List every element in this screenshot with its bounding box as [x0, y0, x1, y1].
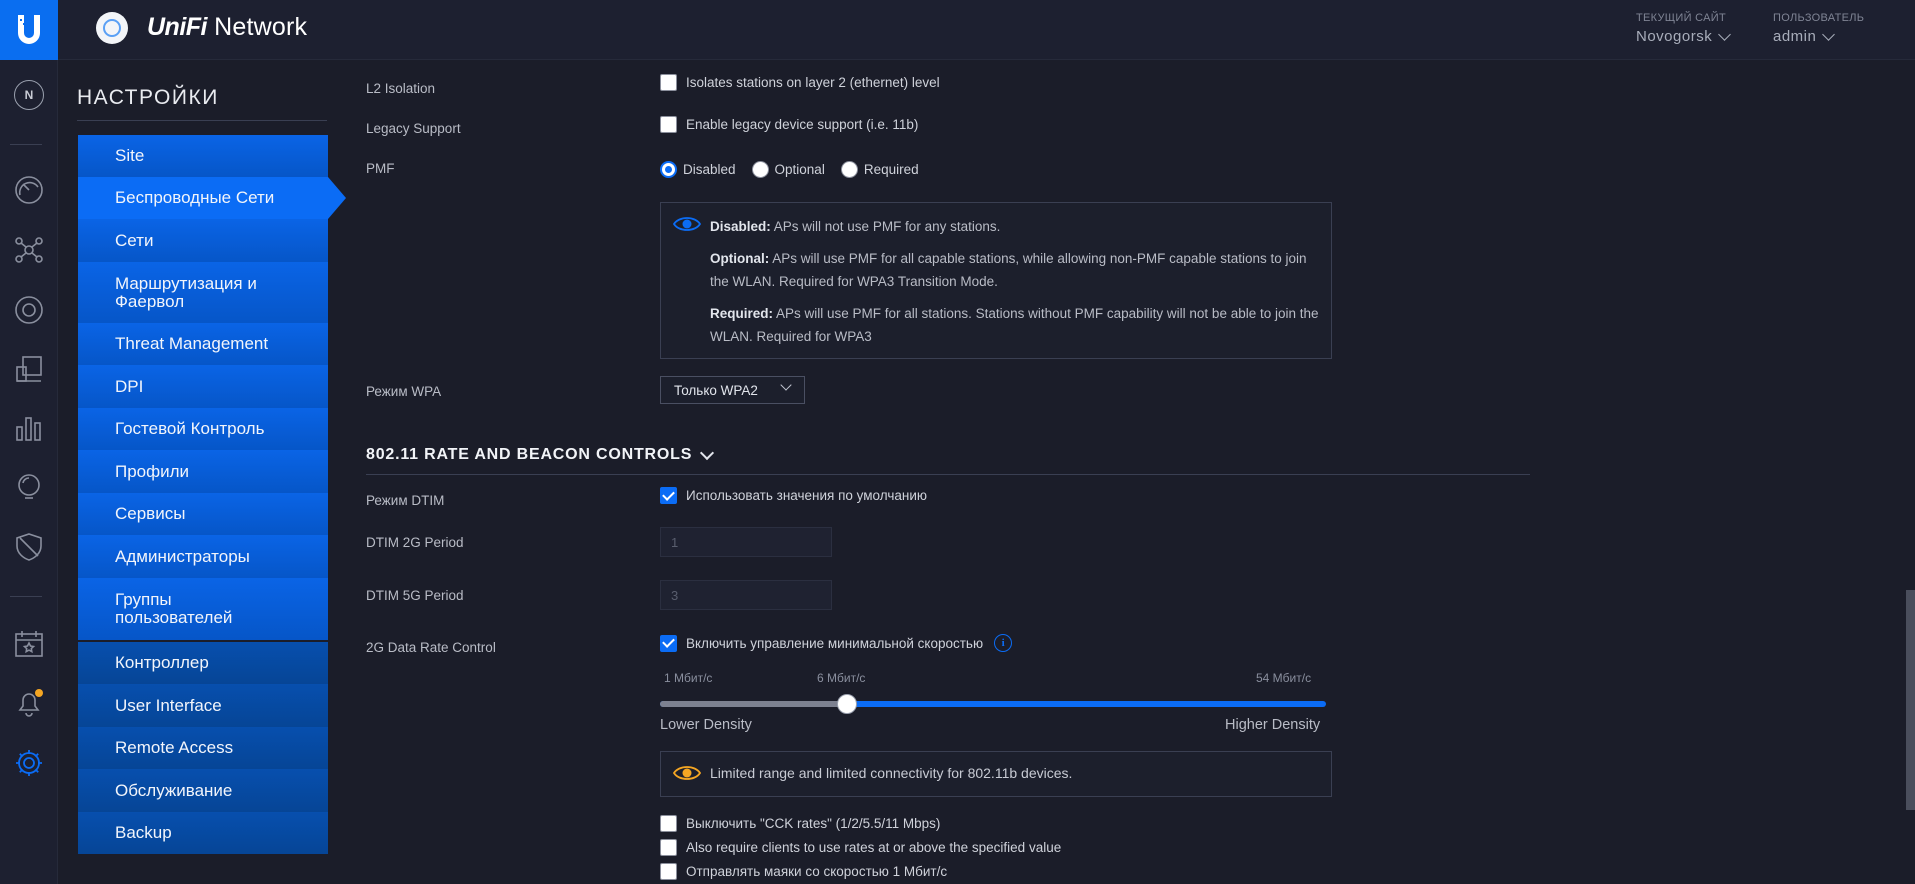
site-selector[interactable] [1636, 12, 1729, 45]
icon-rail [0, 60, 58, 884]
legacy-support-checkbox[interactable] [660, 116, 677, 133]
user-menu[interactable] [1773, 12, 1864, 45]
top-bar [0, 0, 1915, 60]
cck-control [660, 815, 940, 832]
pmf-required-label[interactable]: Required [863, 162, 919, 177]
l2-isolation-label: L2 Isolation [366, 81, 436, 96]
unifi-app-logo [96, 12, 128, 44]
wpa-mode-value: Только WPA2 [674, 382, 758, 398]
user-value: admin [1773, 28, 1817, 45]
nav-item-site[interactable]: Site [78, 135, 328, 177]
require-rates-control [660, 839, 1061, 856]
wpa-mode-select[interactable] [660, 376, 805, 404]
nav-item-services[interactable]: Сервисы [78, 493, 328, 535]
beacon-1mbps-control [660, 863, 947, 880]
l2-isolation-text: Isolates stations on layer 2 (ethernet) level [686, 75, 940, 90]
dtim-default-checkbox[interactable] [660, 487, 677, 504]
dtim-mode-control [660, 487, 927, 504]
rate-control-label: 2G Data Rate Control [366, 640, 496, 655]
app-title: UniFi Network [147, 13, 308, 41]
rate-control-checkbox[interactable] [660, 635, 677, 652]
dtim-5g-input[interactable]: 3 [660, 580, 832, 610]
pmf-optional-label[interactable]: Optional [774, 162, 825, 177]
alerts-icon[interactable] [10, 684, 48, 722]
nav-item-user-groups[interactable]: Группы пользователей [78, 578, 328, 640]
nav-item-wireless-networks[interactable]: Беспроводные Сети [78, 177, 328, 219]
dtim-2g-input[interactable]: 1 [660, 527, 832, 557]
insights-icon[interactable] [10, 468, 48, 506]
dtim-mode-label: Режим DTIM [366, 493, 445, 508]
rate-warning-text: Limited range and limited connectivity for 802.11b devices. [710, 765, 1073, 781]
nav-item-maintenance[interactable]: Обслуживание [78, 769, 328, 812]
cck-checkbox[interactable] [660, 815, 677, 832]
nav-item-admins[interactable]: Администраторы [78, 535, 328, 578]
pmf-disabled-label[interactable]: Disabled [683, 162, 736, 177]
nav-item-dpi[interactable]: DPI [78, 365, 328, 408]
require-rates-checkbox[interactable] [660, 839, 677, 856]
site-label: ТЕКУЩИЙ САЙТ [1636, 12, 1727, 24]
section-divider [366, 474, 1530, 475]
require-rates-text: Also require clients to use rates at or above the specified value [686, 840, 1062, 855]
pmf-info-disabled: Disabled: APs will not use PMF for any stations. [710, 219, 1001, 234]
nav-item-backup[interactable]: Backup [78, 812, 328, 854]
site-value: Novogorsk [1636, 28, 1713, 45]
settings-content [366, 60, 1536, 884]
settings-nav [78, 135, 328, 854]
pmf-radio-group [660, 161, 929, 178]
ubiquiti-u-icon [14, 13, 44, 47]
info-icon[interactable]: i [994, 634, 1012, 652]
rate-max-label: 54 Мбит/с [1256, 671, 1312, 685]
ubiquiti-logo[interactable] [0, 0, 58, 60]
statistics-icon[interactable] [10, 409, 48, 447]
chevron-down-icon [1822, 28, 1835, 41]
pmf-info-required: Required: APs will use PMF for all stations. Stations without PMF capability will not be able to join the WLAN. Required for WPA3 [710, 306, 1319, 344]
devices-icon[interactable] [10, 291, 48, 329]
legacy-support-control [660, 116, 918, 133]
nav-item-remote-access[interactable]: Remote Access [78, 727, 328, 769]
rate-slider-fill [660, 701, 846, 707]
beacon-1mbps-checkbox[interactable] [660, 863, 677, 880]
shield-icon[interactable] [10, 528, 48, 566]
l2-isolation-checkbox[interactable] [660, 74, 677, 91]
l2-isolation-control [660, 74, 940, 91]
nav-item-guest-control[interactable]: Гостевой Контроль [78, 408, 328, 450]
beacon-1mbps-text: Отправлять маяки со скоростью 1 Мбит/с [686, 864, 948, 879]
nav-item-networks[interactable]: Сети [78, 219, 328, 262]
settings-icon[interactable] [10, 744, 48, 782]
rail-divider [10, 596, 42, 597]
eye-icon [673, 764, 701, 782]
pmf-label: PMF [366, 161, 395, 176]
clients-icon[interactable] [10, 350, 48, 388]
eye-icon [673, 215, 701, 233]
legacy-support-text: Enable legacy device support (i.e. 11b) [686, 117, 919, 132]
site-avatar-icon[interactable]: N [10, 76, 48, 114]
rate-control-text: Включить управление минимальной скоростью [686, 635, 984, 651]
nav-item-controller[interactable]: Контроллер [78, 642, 328, 684]
dtim-2g-label: DTIM 2G Period [366, 535, 464, 550]
pmf-info-optional: Optional: APs will use PMF for all capable stations, while allowing non-PMF capable stations to join the WLAN. Required for WPA3 Transition Mode. [710, 251, 1307, 289]
wpa-mode-label: Режим WPA [366, 384, 442, 399]
rate-slider[interactable] [660, 701, 1326, 707]
dashboard-icon[interactable] [10, 171, 48, 209]
title-divider [77, 120, 327, 121]
legacy-support-label: Legacy Support [366, 121, 461, 136]
user-label: ПОЛЬЗОВАТЕЛЬ [1773, 12, 1865, 24]
topology-icon[interactable] [10, 231, 48, 269]
chevron-down-icon [1718, 28, 1731, 41]
section-title: 802.11 RATE AND BEACON CONTROLS [366, 446, 693, 463]
pmf-required-radio[interactable] [841, 161, 858, 178]
nav-item-threat-management[interactable]: Threat Management [78, 323, 328, 365]
rate-control-control [660, 634, 1012, 652]
cck-text: Выключить "CCK rates" (1/2/5.5/11 Mbps) [686, 816, 941, 831]
nav-item-profiles[interactable]: Профили [78, 450, 328, 493]
nav-item-routing-firewall[interactable]: Маршрутизация и Фаервол [78, 262, 328, 323]
rail-divider [10, 144, 42, 145]
scrollbar-thumb[interactable] [1906, 590, 1915, 810]
dtim-5g-label: DTIM 5G Period [366, 588, 464, 603]
rate-min-label: 1 Мбит/с [664, 671, 713, 685]
pmf-disabled-radio[interactable] [660, 161, 677, 178]
chevron-down-icon [780, 379, 791, 390]
settings-title: НАСТРОЙКИ [77, 86, 219, 109]
pmf-info-box [660, 202, 1332, 359]
nav-item-user-interface[interactable]: User Interface [78, 684, 328, 727]
higher-density-label: Higher Density [1225, 717, 1321, 733]
chevron-down-icon [700, 445, 714, 459]
rate-warning-box [660, 751, 1332, 797]
rate-beacon-section-header[interactable] [366, 446, 712, 464]
lower-density-label: Lower Density [660, 717, 752, 733]
pmf-optional-radio[interactable] [752, 161, 769, 178]
rate-slider-handle[interactable] [837, 694, 857, 714]
events-icon[interactable] [10, 625, 48, 663]
dtim-default-text: Использовать значения по умолчанию [686, 488, 927, 503]
rate-current-label: 6 Мбит/с [817, 671, 866, 685]
